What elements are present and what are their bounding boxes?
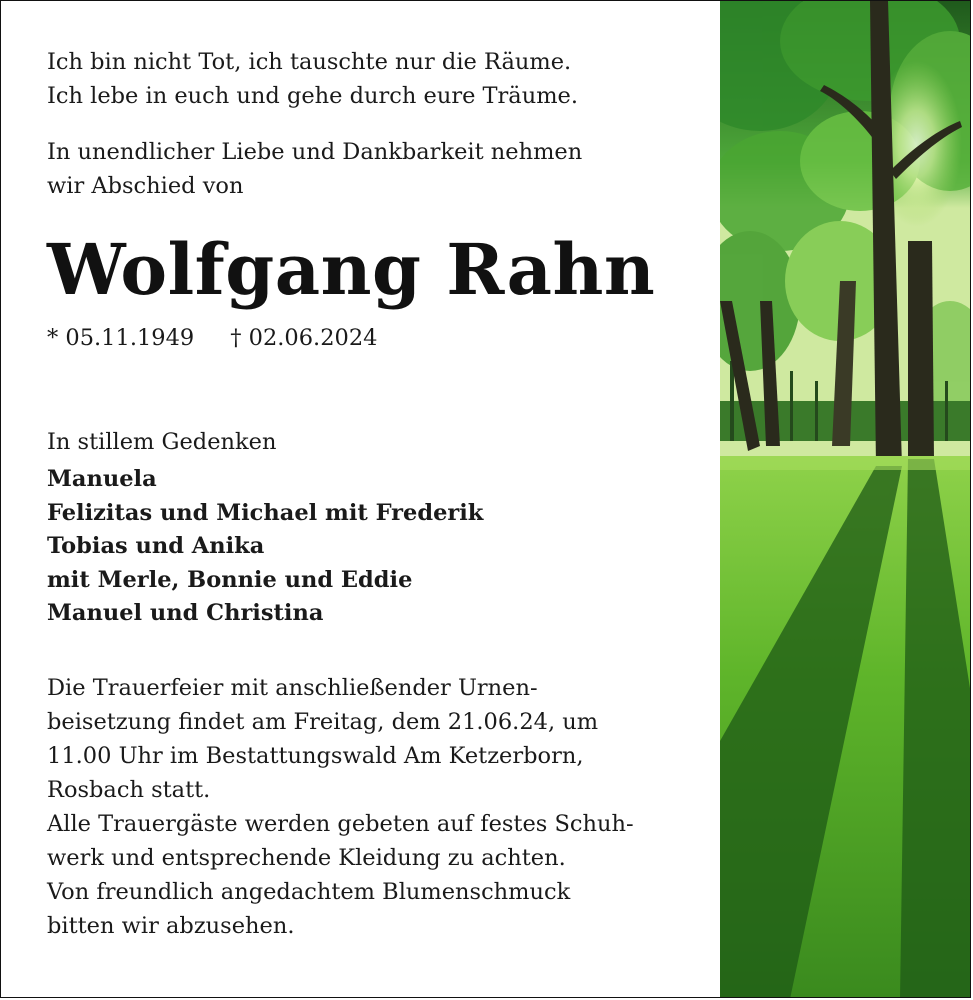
forest-illustration	[720, 1, 971, 998]
service-line: bitten wir abzusehen.	[47, 912, 295, 939]
service-info	[47, 671, 707, 943]
text-column	[47, 45, 707, 943]
verse-line: Ich bin nicht Tot, ich tauschte nur die Räume.	[47, 49, 572, 75]
service-line: werk und entsprechende Kleidung zu achten.	[47, 844, 566, 871]
verse-line: Ich lebe in euch und gehe durch eure Träume.	[47, 83, 579, 109]
service-line: Rosbach statt.	[47, 776, 211, 803]
verse	[47, 45, 707, 113]
service-line: Alle Trauergäste werden gebeten auf festes Schuh-	[47, 810, 634, 837]
family-member: Tobias und Anika	[47, 533, 265, 559]
service-line: Von freundlich angedachtem Blumenschmuck	[47, 878, 571, 905]
family-member: Felizitas und Michael mit Frederik	[47, 499, 484, 526]
life-dates	[47, 321, 707, 355]
service-line: 11.00 Uhr im Bestattungswald Am Ketzerborn,	[47, 742, 584, 769]
family-member: Manuel und Christina	[47, 600, 324, 626]
intro	[47, 135, 707, 203]
forest-park-photo	[720, 1, 971, 998]
family-member: Manuela	[47, 466, 157, 492]
service-line: beisetzung findet am Freitag, dem 21.06.24, um	[47, 708, 599, 735]
memory-heading: In stillem Gedenken	[47, 429, 277, 455]
service-line: Die Trauerfeier mit anschließender Urnen-	[47, 674, 538, 701]
birth-date: * 05.11.1949	[47, 325, 195, 351]
family-member: mit Merle, Bonnie und Eddie	[47, 566, 413, 593]
intro-line: wir Abschied von	[47, 173, 244, 199]
intro-line: In unendlicher Liebe und Dankbarkeit nehmen	[47, 139, 583, 165]
death-date: † 02.06.2024	[230, 325, 378, 351]
family-list	[47, 463, 707, 631]
deceased-name: Wolfgang Rahn	[47, 228, 656, 311]
